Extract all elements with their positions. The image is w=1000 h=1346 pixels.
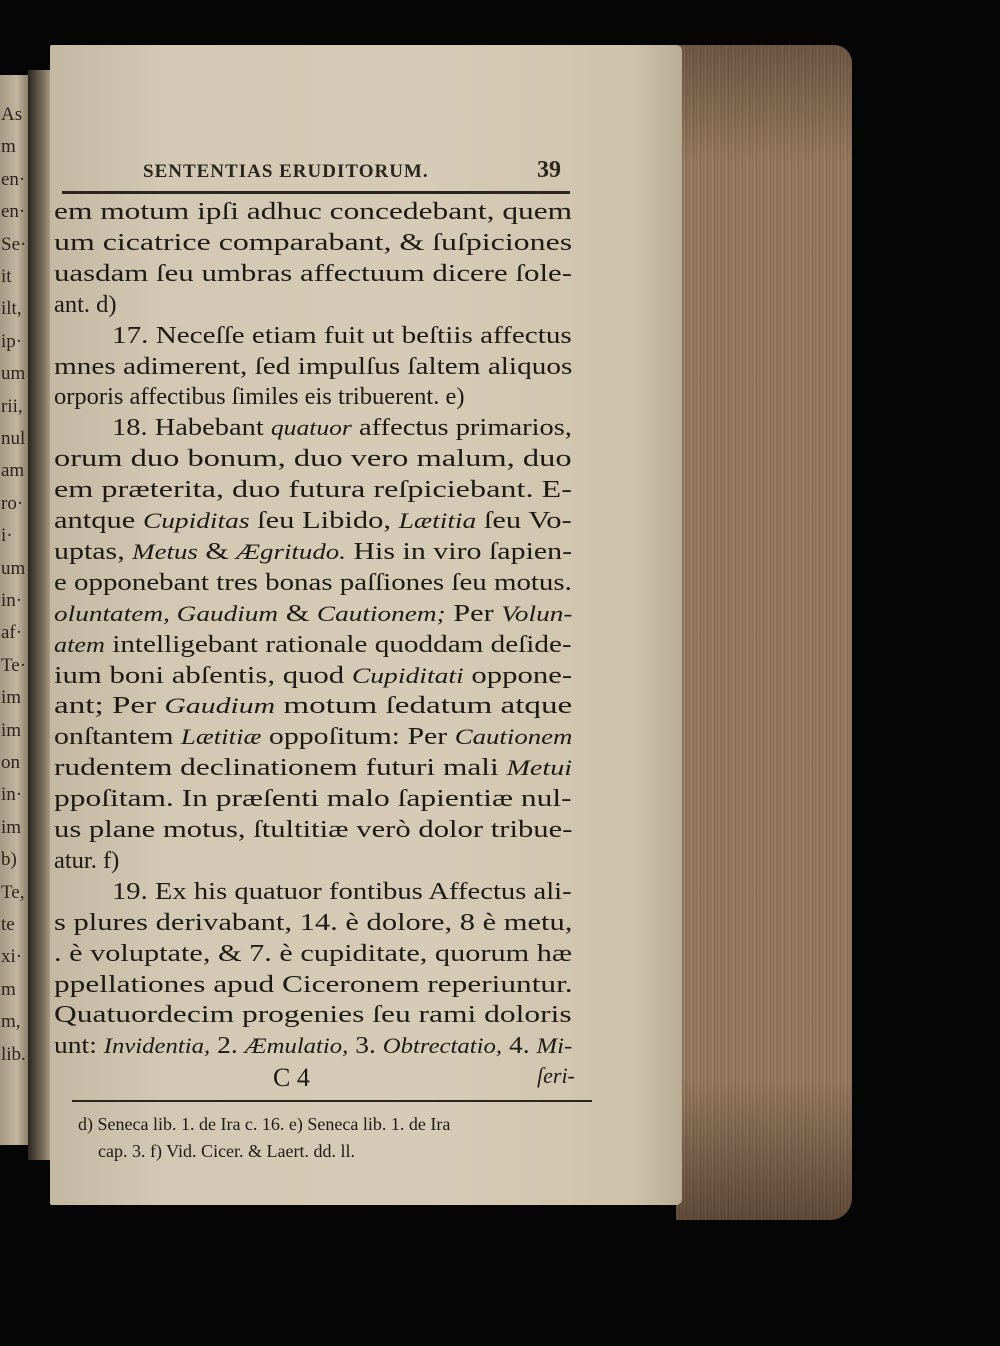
- book-page: [50, 45, 682, 1205]
- left-page-fragment: As: [1, 104, 23, 125]
- left-page-fragment: rii,: [1, 395, 23, 417]
- book-gutter: [28, 70, 52, 1160]
- running-head: SENTENTIAS ERUDITORUM.: [143, 161, 429, 182]
- text-run: onſtantem: [54, 723, 181, 751]
- text-run: uasdam ſeu umbras affectuum dicere ſole-: [54, 259, 573, 287]
- text-run: ant; Per: [54, 692, 165, 720]
- text-line: [54, 970, 573, 998]
- text-run: . è voluptate, & 7. è cupiditate, quorum hæ: [54, 939, 573, 967]
- text-run: 3.: [348, 1032, 383, 1060]
- text-run: motum ſedatum atque: [275, 692, 573, 720]
- text-run: oppoſitum: Per: [261, 723, 455, 751]
- text-line: [54, 846, 120, 874]
- text-run: oppone-: [463, 661, 573, 689]
- text-run: 19. Ex his quatuor fontibus Affectus ali-: [112, 877, 572, 905]
- text-run: &: [197, 537, 237, 565]
- footnote-line: cap. 3. f) Vid. Cicer. & Laert. dd. ll.: [98, 1141, 356, 1161]
- left-page-fragment: um: [1, 363, 26, 385]
- text-line: [54, 1034, 572, 1059]
- text-run: ſeu Libido,: [249, 507, 399, 534]
- text-line: [54, 630, 572, 658]
- text-run: intelligebant rationale quoddam deſide-: [104, 630, 572, 658]
- left-page-fragment: af·: [1, 622, 23, 644]
- italic-term: Cautionem;: [316, 600, 446, 626]
- italic-term: Cupiditas: [142, 508, 250, 533]
- text-run: unt:: [54, 1032, 104, 1060]
- text-line: [54, 908, 573, 936]
- text-run: ium boni abſentis, quod: [54, 661, 352, 689]
- text-run: Quatuordecim progenies ſeu rami doloris: [54, 1001, 572, 1029]
- italic-term: Gaudium: [164, 693, 276, 719]
- page-edges: [676, 45, 852, 1220]
- text-line: [54, 694, 572, 719]
- italic-term: Metus: [132, 538, 198, 564]
- left-page-fragment: Te,: [1, 881, 25, 903]
- text-run: em præterita, duo futura reſpiciebant. E-: [54, 476, 572, 504]
- text-run: 2.: [210, 1032, 245, 1060]
- text-line: [112, 321, 572, 349]
- text-run: ant. d): [54, 290, 117, 318]
- left-page-fragment: en·: [1, 201, 26, 223]
- text-line: [54, 478, 572, 503]
- text-run: e opponebant tres bonas paſſiones ſeu motus.: [54, 568, 572, 596]
- text-line: [54, 385, 464, 410]
- italic-term: Mi-: [536, 1033, 573, 1059]
- text-run: um cicatrice comparabant, & ſuſpiciones: [54, 228, 573, 256]
- left-page-fragment: te: [1, 914, 15, 935]
- left-page-fragment: ip·: [1, 330, 23, 352]
- text-run: affectus primarios,: [351, 414, 572, 442]
- text-line: [54, 818, 572, 843]
- text-run: ſeu Vo-: [476, 507, 572, 534]
- left-page-fragment: im: [1, 816, 22, 838]
- text-run: 17. Neceſſe etiam fuit ut beſtiis affectus: [112, 321, 572, 349]
- footnote-rule: [72, 1100, 592, 1102]
- italic-term: quatuor: [270, 415, 352, 441]
- text-line: [54, 509, 572, 534]
- text-run: 18. Habebant: [112, 414, 271, 442]
- left-page-fragment: i·: [1, 525, 13, 547]
- italic-term: Lætitiæ: [180, 724, 262, 750]
- text-line: [112, 416, 572, 441]
- text-run: orporis affectibus ſimiles eis tribuerent. e): [54, 383, 465, 411]
- page-number: 39: [537, 157, 561, 183]
- italic-term: Cupiditati: [351, 662, 464, 688]
- text-line: [54, 939, 573, 967]
- left-page-fragment: Te·: [1, 654, 27, 676]
- footnote-line: d) Seneca lib. 1. de Ira c. 16. e) Seneca lib. 1. de Ira: [78, 1114, 451, 1134]
- left-page-fragment: am: [1, 460, 25, 482]
- left-page-fragment: it: [1, 266, 12, 287]
- left-page-fragment: xi·: [1, 946, 23, 968]
- italic-term: Invidentia,: [103, 1033, 211, 1059]
- text-run: atur. f): [54, 846, 120, 874]
- text-run: orum duo bonum, duo vero malum, duo: [54, 445, 572, 473]
- text-line: [54, 200, 572, 225]
- text-run: His in viro ſapien-: [345, 537, 573, 565]
- left-page-fragment: im: [1, 687, 22, 709]
- text-run: em motum ipſi adhuc concedebant, quem: [54, 198, 573, 225]
- text-line: [54, 756, 572, 781]
- text-run: 4.: [502, 1032, 537, 1060]
- text-line: [54, 568, 572, 596]
- left-page-fragment: im: [1, 719, 22, 741]
- text-line: [54, 352, 573, 380]
- text-run: antque: [54, 507, 143, 534]
- italic-term: Ægritudo.: [236, 538, 346, 564]
- italic-term: Metui: [506, 755, 573, 781]
- text-line: [54, 1003, 572, 1028]
- page-text: [50, 45, 682, 1205]
- left-page-fragment: um: [1, 557, 26, 579]
- italic-term: Lætitia: [398, 508, 477, 533]
- left-page-fragment: on: [1, 752, 20, 773]
- text-run: Per: [445, 599, 502, 627]
- text-line: [54, 661, 573, 689]
- text-line: [54, 537, 573, 565]
- italic-term: oluntatem, Gaudium: [54, 600, 279, 626]
- left-page-fragment: in·: [1, 784, 23, 806]
- italic-term: atem: [54, 631, 105, 657]
- left-page-fragment: b): [1, 849, 17, 871]
- text-line: [54, 228, 573, 256]
- text-line: [54, 290, 117, 318]
- left-page-fragment: ro·: [1, 492, 24, 514]
- text-line: [112, 877, 572, 905]
- left-page-fragment: nul: [1, 428, 26, 449]
- left-page-fragment: m: [1, 136, 16, 158]
- left-facing-page: [0, 75, 28, 1145]
- italic-term: Æmulatio,: [244, 1033, 349, 1059]
- signature-mark: C 4: [273, 1063, 310, 1092]
- text-run: uptas,: [54, 537, 133, 565]
- italic-term: Volun-: [501, 600, 573, 626]
- left-page-fragment: lib.: [1, 1043, 26, 1065]
- italic-term: Obtrectatio,: [382, 1033, 503, 1059]
- text-run: ppoſitam. In præſenti malo ſapientiæ nul-: [54, 785, 572, 813]
- left-page-fragment: m,: [1, 1011, 21, 1033]
- catchword: ſeri-: [537, 1063, 575, 1088]
- left-page-fragment: m: [1, 978, 16, 1000]
- text-line: [54, 259, 573, 287]
- left-page-fragment: Se·: [1, 233, 27, 255]
- text-line: [54, 447, 572, 472]
- text-run: rudentem declinationem futuri mali: [54, 754, 507, 782]
- left-page-fragment: en·: [1, 168, 26, 190]
- text-run: &: [278, 599, 317, 627]
- left-page-fragment: ilt,: [1, 298, 22, 320]
- text-line: [54, 787, 572, 812]
- text-run: s plures derivabant, 14. è dolore, 8 è metu,: [54, 908, 573, 936]
- italic-term: Cautionem: [454, 724, 573, 750]
- header-rule: [62, 191, 570, 194]
- text-run: mnes adimerent, ſed impulſus ſaltem aliquos: [54, 352, 573, 380]
- text-run: ppellationes apud Ciceronem reperiuntur.: [54, 970, 573, 998]
- text-line: [54, 725, 572, 750]
- text-line: [54, 599, 573, 627]
- text-run: us plane motus, ſtultitiæ verò dolor tribue-: [54, 816, 573, 843]
- left-page-fragment: in·: [1, 590, 23, 611]
